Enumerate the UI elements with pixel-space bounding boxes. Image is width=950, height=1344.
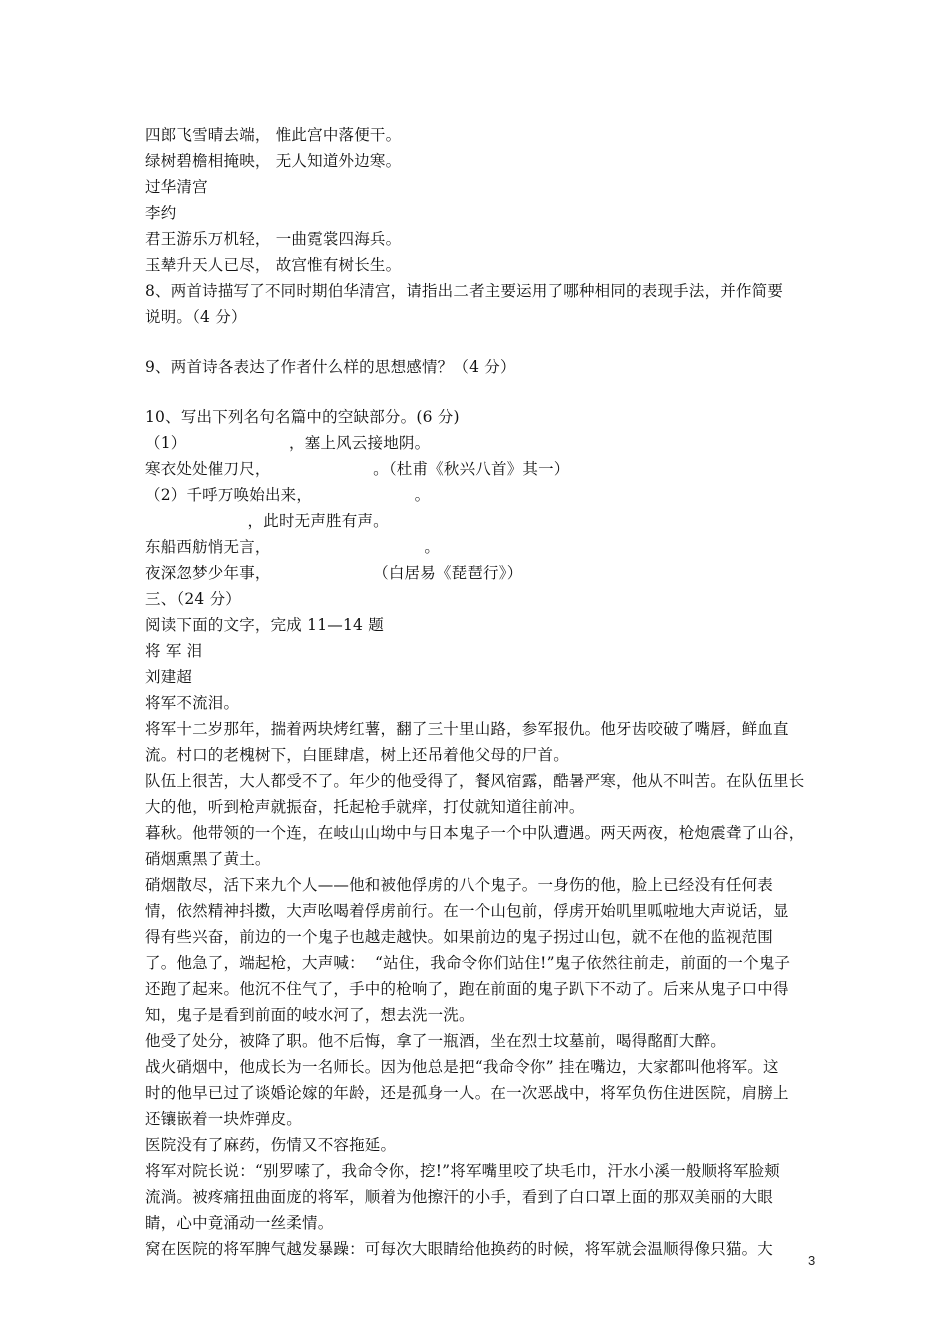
text-line: 还镶嵌着一块炸弹皮。 — [145, 1110, 303, 1128]
text-line: 绿树碧檐相掩映， 无人知道外边寒。 — [145, 152, 402, 170]
text-line: 说明。（4 分） — [145, 308, 247, 326]
text-line: 流淌。被疼痛扭曲面庞的将军，顺着为他擦汗的小手，看到了白口罩上面的那双美丽的大眼 — [145, 1188, 774, 1206]
text-line: 睛，心中竟涌动一丝柔情。 — [145, 1214, 334, 1232]
text-line: 时的他早已过了谈婚论嫁的年龄，还是孤身一人。在一次恶战中，将军负伤住进医院，肩膀上 — [145, 1084, 789, 1102]
text-line: 暮秋。他带领的一个连，在岐山山坳中与日本鬼子一个中队遭遇。两天两夜，枪炮震聋了山谷， — [145, 824, 805, 842]
text-line: 过华清宫 — [145, 178, 208, 196]
text-line: 夜深忽梦少年事， （白居易《琵琶行》） — [145, 564, 523, 582]
text-line: 8、两首诗描写了不同时期伯华清宫，请指出二者主要运用了哪种相同的表现手法，并作简要 — [145, 282, 784, 300]
text-line: 医院没有了麻药，伤情又不容拖延。 — [145, 1136, 397, 1154]
text-line: 刘建超 — [145, 668, 193, 686]
text-line: （1） ，塞上风云接地阴。 — [145, 434, 431, 452]
blank-line — [145, 330, 825, 354]
text-line: 情，依然精神抖擞，大声吆喝着俘虏前行。在一个山包前，俘虏开始叽里呱啦地大声说话，显 — [145, 902, 789, 920]
text-line: 李约 — [145, 204, 177, 222]
text-line: 硝烟熏黑了黄土。 — [145, 850, 271, 868]
text-line: 东船西舫悄无言， 。 — [145, 538, 441, 556]
text-line: 将军十二岁那年，揣着两块烤红薯，翻了三十里山路，参军报仇。他牙齿咬破了嘴唇，鲜血直 — [145, 720, 789, 738]
text-line: 知，鬼子是看到前面的岐水河了，想去洗一洗。 — [145, 1006, 475, 1024]
text-line: 9、两首诗各表达了作者什么样的思想感情？（4 分） — [145, 358, 516, 376]
text-line: 玉辇升天人已尽， 故宫惟有树长生。 — [145, 256, 402, 274]
text-line: （2）千呼万唤始出来， 。 — [145, 486, 431, 504]
text-line: 将 军 泪 — [145, 642, 203, 660]
text-line: 得有些兴奋，前边的一个鬼子也越走越快。如果前边的鬼子拐过山包，就不在他的监视范围 — [145, 928, 774, 946]
text-line: 三、（24 分） — [145, 590, 242, 608]
blank-line — [145, 380, 825, 404]
text-line: 大的他，听到枪声就振奋，托起枪手就痒，打仗就知道往前冲。 — [145, 798, 585, 816]
text-line: 四郎飞雪晴去端， 惟此宫中落便干。 — [145, 126, 402, 144]
text-line: 流。村口的老槐树下，白匪肆虐，树上还吊着他父母的尸首。 — [145, 746, 569, 764]
page-number: 3 — [808, 1253, 816, 1268]
text-line: 窝在医院的将军脾气越发暴躁：可每次大眼睛给他换药的时候，将军就会温顺得像只猫。大 — [145, 1240, 774, 1258]
text-line: 君王游乐万机轻， 一曲霓裳四海兵。 — [145, 230, 402, 248]
text-line: 阅读下面的文字，完成 11—14 题 — [145, 616, 384, 634]
text-line: 队伍上很苦，大人都受不了。年少的他受得了，餐风宿露，酷暑严寒，他从不叫苦。在队伍里长 — [145, 772, 805, 790]
document-body — [145, 122, 825, 1262]
text-line: 寒衣处处催刀尺， 。（杜甫《秋兴八首》其一） — [145, 460, 570, 478]
text-line: 10、写出下列名句名篇中的空缺部分。(6 分) — [145, 408, 460, 426]
text-line: ，此时无声胜有声。 — [145, 512, 389, 530]
text-line: 将军对院长说：“别罗嗦了，我命令你，挖!”将军嘴里咬了块毛巾，汗水小溪一般顺将军脸颊 — [145, 1162, 780, 1180]
text-line: 了。他急了，端起枪，大声喊： “站住，我命令你们站住!”鬼子依然往前走，前面的一个鬼子 — [145, 954, 791, 972]
text-line: 硝烟散尽，活下来九个人——他和被他俘虏的八个鬼子。一身伤的他，脸上已经没有任何表 — [145, 876, 774, 894]
text-line: 他受了处分，被降了职。他不后悔，拿了一瓶酒，坐在烈士坟墓前，喝得酩酊大醉。 — [145, 1032, 726, 1050]
text-line: 还跑了起来。他沉不住气了，手中的枪响了，跑在前面的鬼子趴下不动了。后来从鬼子口中得 — [145, 980, 789, 998]
text-line: 将军不流泪。 — [145, 694, 240, 712]
text-line: 战火硝烟中，他成长为一名师长。因为他总是把“我命令你” 挂在嘴边，大家都叫他将军。这 — [145, 1058, 779, 1076]
